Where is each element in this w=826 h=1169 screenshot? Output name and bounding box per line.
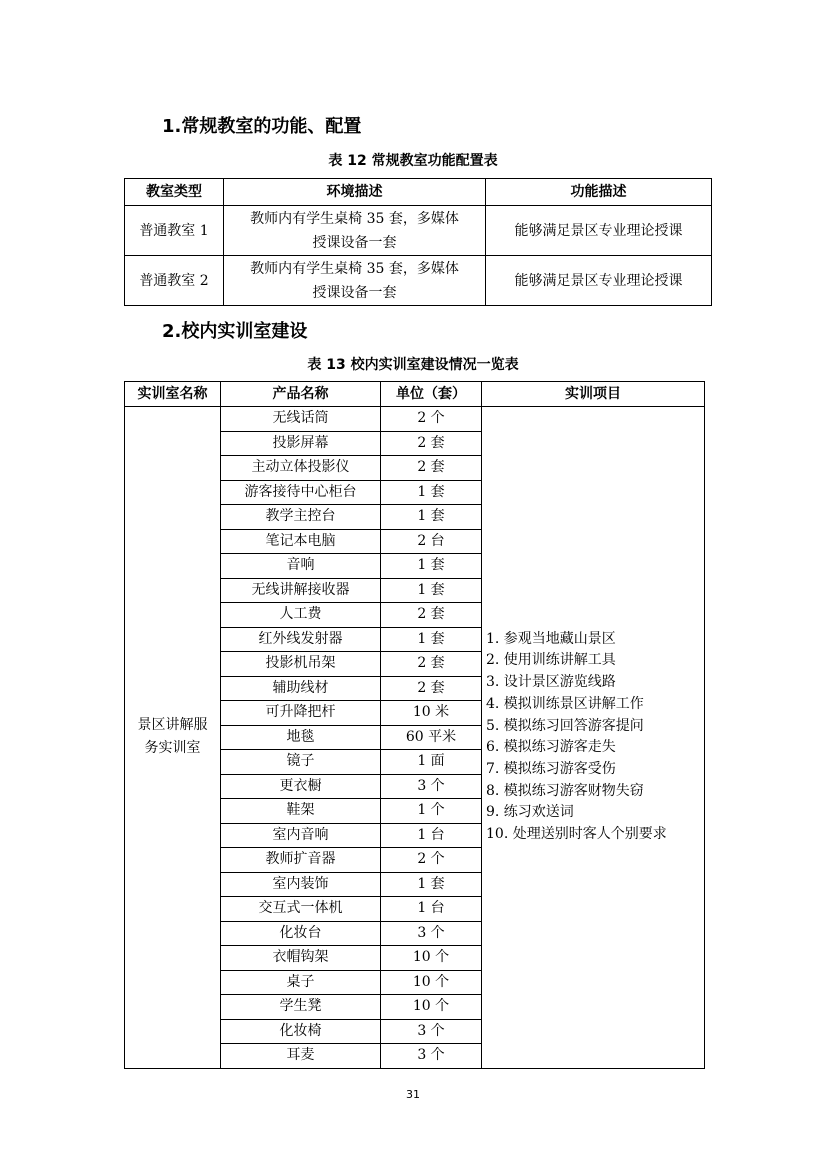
- project-item: 6. 模拟练习游客走失: [486, 739, 616, 756]
- product-name: 衣帽钩架: [221, 946, 381, 971]
- project-item: 7. 模拟练习游客受伤: [486, 760, 616, 777]
- table-row: [125, 407, 705, 432]
- section2-heading: 2.校内实训室建设: [162, 321, 308, 342]
- product-unit: 1 台: [381, 823, 482, 848]
- product-name: 笔记本电脑: [221, 529, 381, 554]
- product-name: 化妆台: [221, 921, 381, 946]
- product-unit: 1 面: [381, 750, 482, 775]
- product-name: 投影机吊架: [221, 652, 381, 677]
- page-number: 31: [406, 1088, 420, 1101]
- product-name: 鞋架: [221, 799, 381, 824]
- project-item: 2. 使用训练讲解工具: [486, 652, 616, 669]
- function-desc: 能够满足景区专业理论授课: [486, 256, 712, 306]
- training-projects: [482, 407, 705, 1069]
- product-unit: 10 个: [381, 946, 482, 971]
- product-unit: 3 个: [381, 1044, 482, 1069]
- table13-body: [125, 407, 705, 1069]
- table12-caption: 表 12 常规教室功能配置表: [328, 153, 498, 169]
- product-unit: 1 套: [381, 627, 482, 652]
- product-unit: 2 套: [381, 431, 482, 456]
- product-unit: 2 套: [381, 652, 482, 677]
- product-name: 红外线发射器: [221, 627, 381, 652]
- function-desc: 能够满足景区专业理论授课: [486, 206, 712, 256]
- training-room-name: 景区讲解服 务实训室: [125, 407, 221, 1069]
- classroom-type: 普通教室 1: [125, 206, 224, 256]
- product-unit: 2 套: [381, 676, 482, 701]
- product-name: 镜子: [221, 750, 381, 775]
- product-unit: 10 米: [381, 701, 482, 726]
- product-name: 投影屏幕: [221, 431, 381, 456]
- product-name: 无线讲解接收器: [221, 578, 381, 603]
- product-unit: 1 个: [381, 799, 482, 824]
- project-item: 4. 模拟训练景区讲解工作: [486, 695, 644, 712]
- product-name: 音响: [221, 554, 381, 579]
- table12-header-row: [125, 179, 712, 206]
- product-unit: 10 个: [381, 995, 482, 1020]
- table12-header-type: 教室类型: [125, 179, 224, 206]
- table-row: [125, 256, 712, 306]
- product-unit: 1 套: [381, 505, 482, 530]
- product-name: 地毯: [221, 725, 381, 750]
- product-name: 耳麦: [221, 1044, 381, 1069]
- product-name: 可升降把杆: [221, 701, 381, 726]
- product-name: 人工费: [221, 603, 381, 628]
- product-unit: 2 个: [381, 848, 482, 873]
- product-name: 桌子: [221, 970, 381, 995]
- table13-header-product: 产品名称: [221, 382, 381, 407]
- product-unit: 2 个: [381, 407, 482, 432]
- table13-header-room: 实训室名称: [125, 382, 221, 407]
- project-item: 8. 模拟练习游客财物失窃: [486, 782, 644, 799]
- table-row: [125, 206, 712, 256]
- product-name: 室内装饰: [221, 872, 381, 897]
- product-name: 教学主控台: [221, 505, 381, 530]
- project-item: 10. 处理送别时客人个别要求: [486, 826, 667, 843]
- product-unit: 2 套: [381, 456, 482, 481]
- table13-caption: 表 13 校内实训室建设情况一览表: [307, 357, 519, 373]
- product-name: 游客接待中心柜台: [221, 480, 381, 505]
- product-name: 交互式一体机: [221, 897, 381, 922]
- product-name: 主动立体投影仪: [221, 456, 381, 481]
- environment-desc: 教师内有学生桌椅 35 套，多媒体 授课设备一套: [224, 256, 486, 306]
- table13-header-row: [125, 382, 705, 407]
- product-name: 辅助线材: [221, 676, 381, 701]
- classroom-type: 普通教室 2: [125, 256, 224, 306]
- project-item: 9. 练习欢送词: [486, 804, 574, 821]
- product-unit: 1 台: [381, 897, 482, 922]
- product-unit: 3 个: [381, 1019, 482, 1044]
- product-name: 教师扩音器: [221, 848, 381, 873]
- product-unit: 3 个: [381, 774, 482, 799]
- product-unit: 3 个: [381, 921, 482, 946]
- table13: [124, 381, 705, 1069]
- product-name: 无线话筒: [221, 407, 381, 432]
- product-unit: 1 套: [381, 480, 482, 505]
- section1-heading: 1.常规教室的功能、配置: [162, 116, 362, 137]
- product-unit: 2 台: [381, 529, 482, 554]
- project-item: 3. 设计景区游览线路: [486, 674, 616, 691]
- table13-header-unit: 单位（套）: [381, 382, 482, 407]
- product-unit: 10 个: [381, 970, 482, 995]
- table12-header-func: 功能描述: [486, 179, 712, 206]
- environment-desc: 教师内有学生桌椅 35 套，多媒体 授课设备一套: [224, 206, 486, 256]
- product-name: 化妆椅: [221, 1019, 381, 1044]
- product-unit: 1 套: [381, 578, 482, 603]
- product-unit: 60 平米: [381, 725, 482, 750]
- product-unit: 1 套: [381, 872, 482, 897]
- product-name: 学生凳: [221, 995, 381, 1020]
- project-item: 1. 参观当地藏山景区: [486, 630, 616, 647]
- product-name: 更衣橱: [221, 774, 381, 799]
- product-name: 室内音响: [221, 823, 381, 848]
- project-item: 5. 模拟练习回答游客提问: [486, 717, 644, 734]
- table12: [124, 178, 712, 306]
- product-unit: 2 套: [381, 603, 482, 628]
- product-unit: 1 套: [381, 554, 482, 579]
- table12-header-env: 环境描述: [224, 179, 486, 206]
- table13-header-project: 实训项目: [482, 382, 705, 407]
